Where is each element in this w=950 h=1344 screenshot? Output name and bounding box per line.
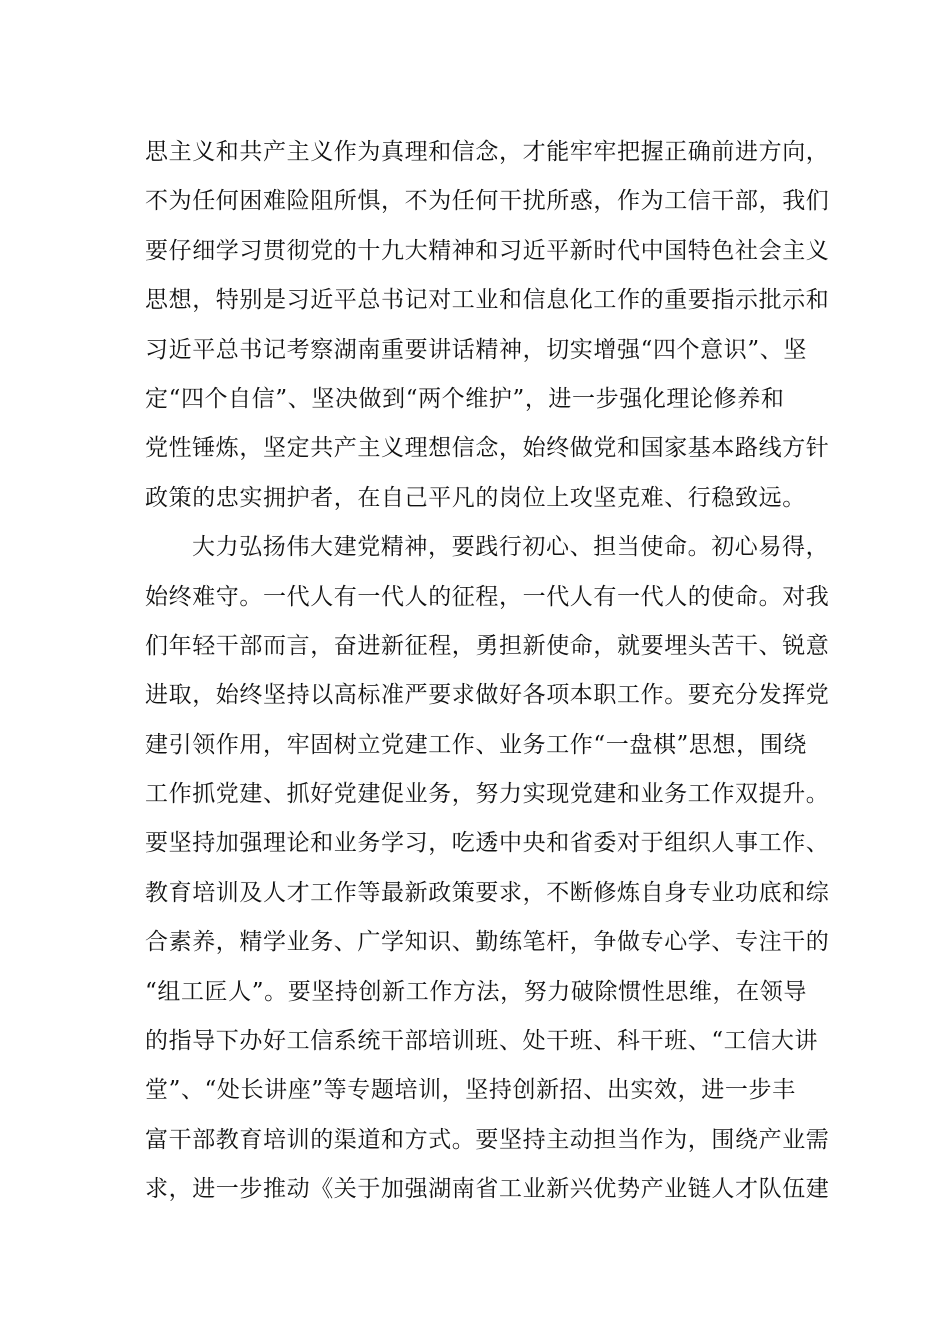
text-line: 思想，特别是习近平总书记对工业和信息化工作的重要指示批示和 xyxy=(145,287,830,314)
text-line: 工作抓党建、抓好党建促业务，努力实现党建和业务工作双提升。 xyxy=(145,781,830,808)
text-line: 要仔细学习贯彻党的十九大精神和习近平新时代中国特色社会主义 xyxy=(145,237,830,264)
paragraph-1 xyxy=(145,128,830,523)
paragraph-2 xyxy=(145,523,830,1214)
text-line: 进取，始终坚持以高标准严要求做好各项本职工作。要充分发挥党 xyxy=(145,682,830,709)
text-line: 思主义和共产主义作为真理和信念，才能牢牢把握正确前进方向， xyxy=(145,139,830,165)
text-line: 的指导下办好工信系统干部培训班、处干班、科干班、“工信大讲 xyxy=(145,1028,819,1055)
text-line: 堂”、“处长讲座”等专题培训，坚持创新招、出实效，进一步丰 xyxy=(145,1077,796,1104)
text-line: 不为任何困难险阻所惧，不为任何干扰所惑，作为工信干部，我们 xyxy=(145,188,830,215)
text-line: 始终难守。一代人有一代人的征程，一代人有一代人的使命。对我 xyxy=(145,583,830,610)
text-line: 富干部教育培训的渠道和方式。要坚持主动担当作为，围绕产业需 xyxy=(145,1126,830,1153)
text-line: 习近平总书记考察湖南重要讲话精神，切实增强“四个意识”、坚 xyxy=(145,336,807,363)
text-line: 要坚持加强理论和业务学习，吃透中央和省委对于组织人事工作、 xyxy=(145,830,830,857)
document-body xyxy=(145,128,830,1215)
text-line: 党性锤炼，坚定共产主义理想信念，始终做党和国家基本路线方针 xyxy=(145,435,830,462)
text-line: 教育培训及人才工作等最新政策要求，不断修炼自身专业功底和综 xyxy=(145,879,830,906)
text-line: 们年轻干部而言，奋进新征程，勇担新使命，就要埋头苦干、锐意 xyxy=(145,632,830,659)
text-line: 合素养，精学业务、广学知识、勤练笔杆，争做专心学、专注干的 xyxy=(145,929,830,956)
text-line: 大力弘扬伟大建党精神，要践行初心、担当使命。初心易得， xyxy=(192,534,830,561)
text-line: 政策的忠实拥护者，在自己平凡的岗位上攻坚克难、行稳致远。 xyxy=(145,484,806,511)
text-line: 求，进一步推动《关于加强湖南省工业新兴优势产业链人才队伍建 xyxy=(145,1176,830,1203)
text-line: 定“四个自信”、坚决做到“两个维护”，进一步强化理论修养和 xyxy=(145,385,785,412)
text-line: “组工匠人”。要坚持创新工作方法，努力破除惯性思维，在领导 xyxy=(145,978,807,1005)
text-line: 建引领作用，牢固树立党建工作、业务工作“一盘棋”思想，围绕 xyxy=(145,731,807,758)
